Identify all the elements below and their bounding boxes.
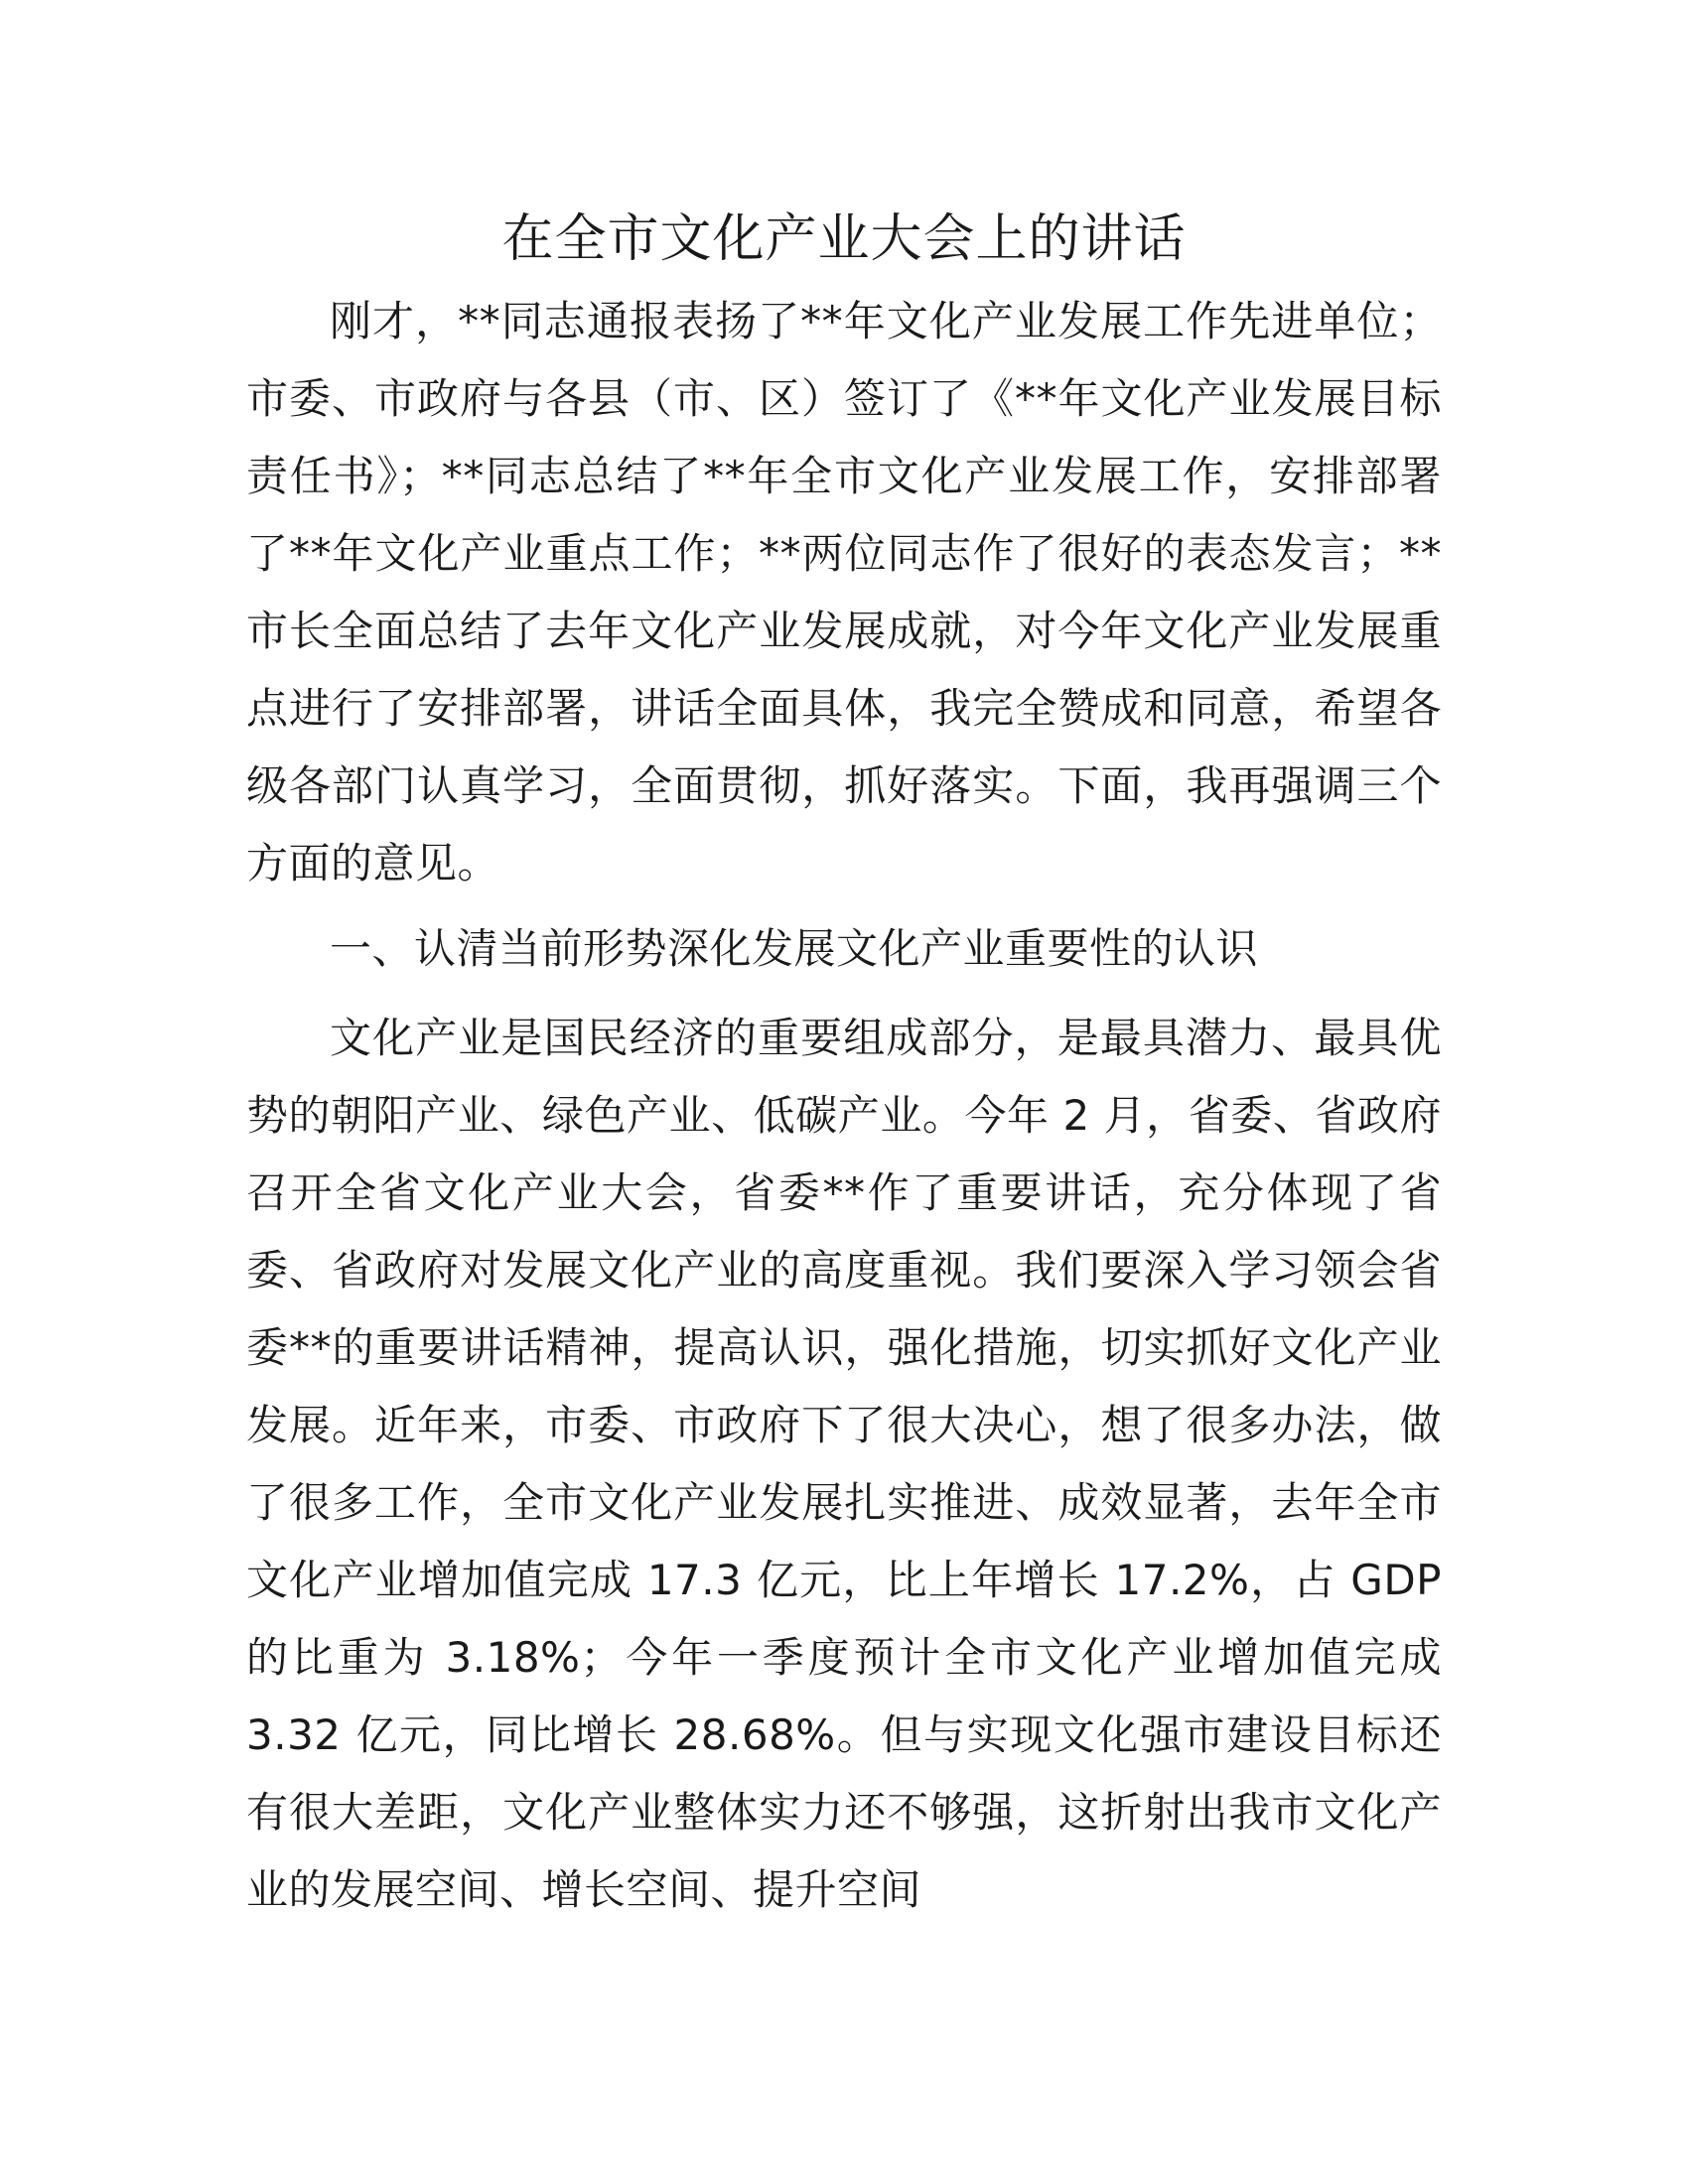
section-heading-1: 一、认清当前形势深化发展文化产业重要性的认识 bbox=[330, 924, 1259, 973]
paragraph-cultural-industry: 文化产业是国民经济的重要组成部分，是最具潜力、最具优势的朝阳产业、绿色产业、低碳产业。今年 2 月，省委、省政府召开全省文化产业大会，省委**作了重要讲话，充分体现了省委、省政府对发展文化产业的高度重视。我们要深入学习领会省委**的重要讲话精神，提高认识，强化措施，切实抓好文化产业发展。近年来，市委、市政府下了很大决心，想了很多办法，做了很多工作，全市文化产业发展扎实推进、成效显著，去年全市文化产业增加值完成 17.3 亿元，比上年增长 17.2%，占 GDP 的比重为 3.18%；今年一季度预计全市文化产业增加值完成 3.32 亿元，同比增长 28.68%。但与实现文化强市建设目标还有很大差距，文化产业整体实力还不够强，这折射出我市文化产业的发展空间、增长空间、提升空间 bbox=[246, 1014, 1442, 1914]
paragraph-opening: 刚才，**同志通报表扬了**年文化产业发展工作先进单位；市委、市政府与各县（市、区）签订了《**年文化产业发展目标责任书》；**同志总结了**年全市文化产业发展工作，安排部署了**年文化产业重点工作；**两位同志作了很好的表态发言；**市长全面总结了去年文化产业发展成就，对今年文化产业发展重点进行了安排部署，讲话全面具体，我完全赞成和同意，希望各级各部门认真学习，全面贯彻，抓好落实。下面，我再强调三个方面的意见。 bbox=[246, 297, 1442, 887]
document-title: 在全市文化产业大会上的讲话 bbox=[501, 209, 1187, 269]
